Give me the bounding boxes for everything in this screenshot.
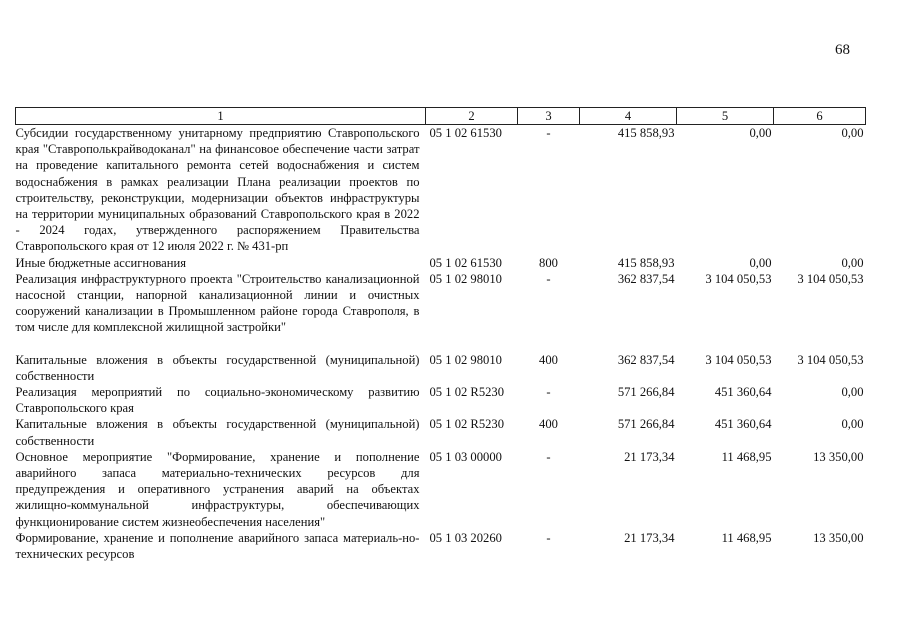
table-row (16, 449, 866, 530)
column-header-2: 2 (426, 108, 518, 125)
row-value-1: 571 266,84 (617, 385, 675, 400)
row-value-2: 0,00 (749, 255, 772, 270)
table-row (16, 255, 866, 271)
table-row (16, 416, 866, 448)
row-value-2: 451 360,64 (714, 417, 772, 432)
table-row (16, 530, 866, 562)
row-type: - (546, 449, 551, 464)
table-row (16, 352, 866, 384)
row-name: Формирование, хранение и пополнение аварийного запаса материаль-но-технических ресурсов (15, 530, 420, 562)
row-spacer (16, 336, 866, 352)
row-code: 05 1 02 R5230 (429, 385, 505, 400)
column-header-6: 6 (774, 108, 866, 125)
row-type: - (546, 385, 551, 400)
column-header-4: 4 (580, 108, 677, 125)
table-row (16, 271, 866, 336)
row-value-3: 3 104 050,53 (797, 352, 864, 367)
row-type: 400 (539, 417, 558, 432)
table-row (16, 384, 866, 416)
row-type: 400 (539, 352, 558, 367)
row-code: 05 1 02 R5230 (429, 417, 505, 432)
row-value-2: 0,00 (749, 126, 772, 140)
row-value-3: 13 350,00 (813, 449, 864, 464)
row-value-2: 11 468,95 (721, 530, 772, 545)
row-type: - (546, 271, 551, 286)
row-name: Реализация инфраструктурного проекта "Строительство канализационной насосной станции, напорной канализационной линии и очистных сооружений канализации в Промышленном районе города Ставрополя, в том числе для комплексной жилищной застройки" (15, 271, 420, 335)
budget-table (15, 107, 866, 562)
row-name: Капитальные вложения в объекты государственной (муниципальной) собственности (15, 417, 420, 448)
row-type: - (546, 126, 551, 140)
row-value-1: 415 858,93 (617, 255, 675, 270)
row-value-3: 0,00 (841, 126, 864, 140)
row-name: Реализация мероприятий по социально-экономическому развитию Ставропольского края (15, 385, 420, 416)
row-value-1: 21 173,34 (624, 449, 675, 464)
table-row (16, 125, 866, 255)
row-code: 05 1 02 61530 (429, 126, 502, 140)
column-header-3: 3 (518, 108, 580, 125)
row-code: 05 1 02 61530 (429, 255, 502, 270)
table-header-row (16, 108, 866, 125)
row-name: Основное мероприятие "Формирование, хранение и пополнение аварийного запаса материально-технических ресурсов для предупреждения и оперативного устранения аварий на объектах жилищно-коммунальной инфраструктуры, обеспечивающих функционирование систем жизнеобеспечения населения" (15, 449, 420, 529)
row-type: - (546, 530, 551, 545)
row-name: Иные бюджетные ассигнования (15, 255, 187, 270)
row-value-1: 362 837,54 (617, 352, 675, 367)
row-value-2: 3 104 050,53 (705, 352, 772, 367)
row-name: Капитальные вложения в объекты государственной (муниципальной) собственности (15, 352, 420, 383)
row-type: 800 (539, 255, 558, 270)
row-code: 05 1 03 20260 (429, 530, 502, 545)
row-value-3: 0,00 (841, 417, 864, 432)
column-header-1: 1 (16, 108, 426, 125)
page-number: 68 (835, 42, 850, 58)
row-code: 05 1 02 98010 (429, 352, 502, 367)
row-value-1: 362 837,54 (617, 271, 675, 286)
row-value-3: 3 104 050,53 (797, 271, 864, 286)
row-name: Субсидии государственному унитарному предприятию Ставропольского края "Ставрополькрайводоканал" на финансовое обеспечение части затрат на проведение капитального ремонта сетей водоснабжения и систем водоснабжения в рамках реализации Плана реализации проектов по строительству, реконструкции, модернизации объектов инфраструктуры на территории муниципальных образований Ставропольского края в 2022 - 2024 годах, утвержденного распоряжением Правительства Ставропольского края от 12 июля 2022 г. № 431-рп (15, 126, 420, 254)
row-value-3: 13 350,00 (813, 530, 864, 545)
row-value-2: 11 468,95 (721, 449, 772, 464)
column-header-5: 5 (677, 108, 774, 125)
row-value-3: 0,00 (841, 385, 864, 400)
row-value-2: 3 104 050,53 (705, 271, 772, 286)
row-code: 05 1 02 98010 (429, 271, 502, 286)
row-value-1: 21 173,34 (624, 530, 675, 545)
row-value-1: 571 266,84 (617, 417, 675, 432)
row-value-3: 0,00 (841, 255, 864, 270)
row-code: 05 1 03 00000 (429, 449, 502, 464)
row-value-2: 451 360,64 (714, 385, 772, 400)
row-value-1: 415 858,93 (617, 126, 675, 140)
